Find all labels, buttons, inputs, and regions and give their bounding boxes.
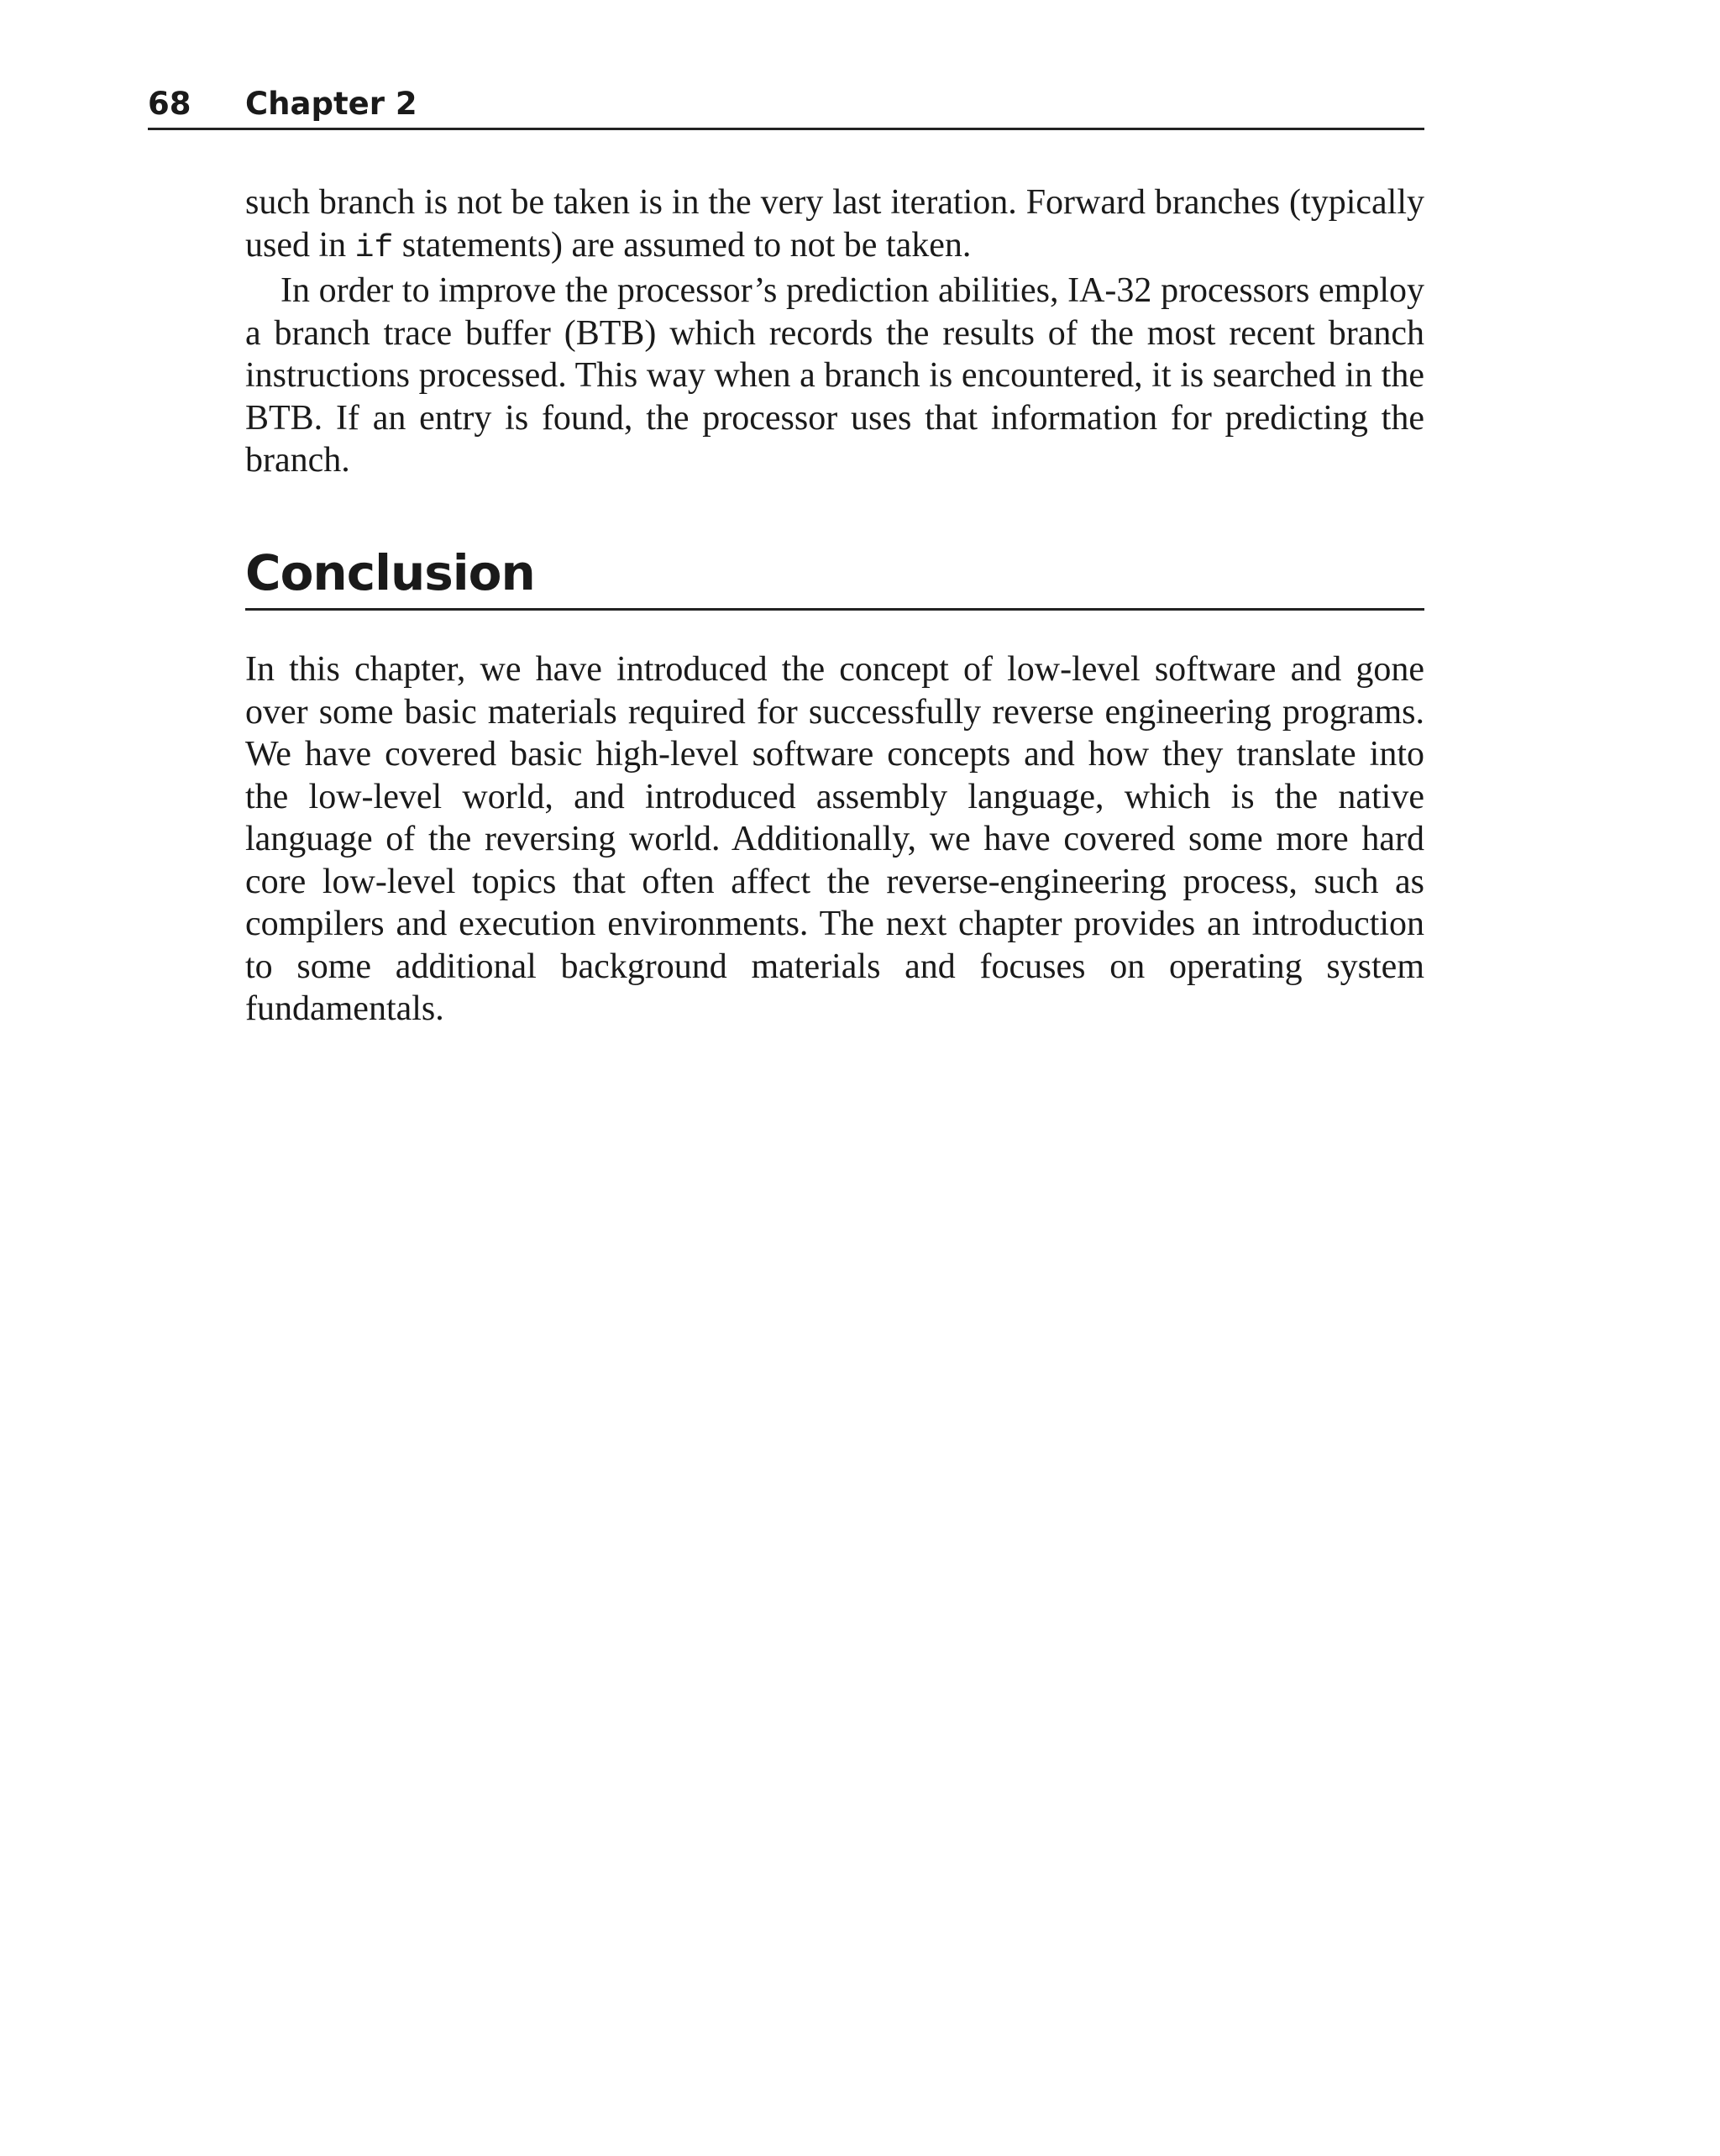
code-keyword: if [354, 229, 394, 266]
paragraph-text: such branch is not be taken is in the very last iteration. Forward branches (typically used in [245, 183, 1424, 265]
paragraph-conclusion: In this chapter, we have introduced the concept of low-level software and gone over some basic materials required for successfully reverse engineering programs. We have covered basic high-level software concepts and how they translate into the low-level world, and introduced assembly language, which is the native language of the reversing world. Additionally, we have covered some more hard core low-level topics that often affect the reverse-engineering process, such as compilers and execution environments. The next chapter provides an introduction to some additional background materials and focuses on operating system fundamentals. [245, 650, 1424, 1028]
section-heading-conclusion: Conclusion [245, 538, 1424, 611]
page-number: 68 [148, 86, 191, 122]
running-header [148, 81, 1424, 130]
paragraph-text: statements) are assumed to not be taken. [393, 225, 972, 265]
chapter-label: Chapter 2 [245, 86, 417, 122]
intro-text [245, 181, 1424, 482]
conclusion-text [245, 648, 1424, 1031]
paragraph-branch-prediction [245, 181, 1424, 270]
paragraph-btb: In order to improve the processor’s prediction abilities, IA-32 processors employ a branch trace buffer (BTB) which records the results of the most recent branch instructions processed. This way when a branch is encountered, it is searched in the BTB. If an entry is found, the processor uses that information for predicting the branch. [245, 271, 1424, 480]
